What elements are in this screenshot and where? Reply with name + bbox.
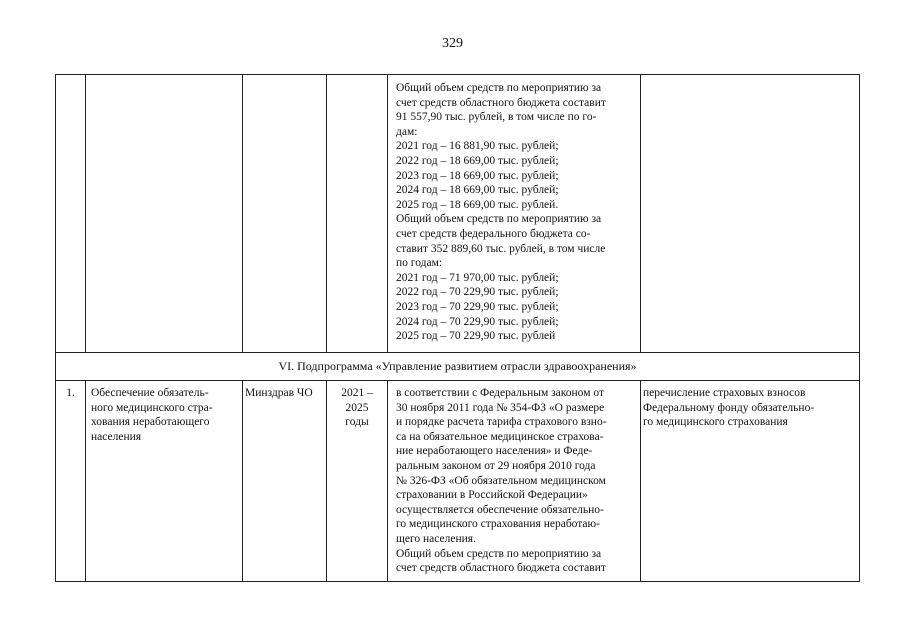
description-line: 2022 год – 70 229,90 тыс. рублей;	[396, 286, 559, 299]
description-line: счет средств областного бюджета составит	[396, 562, 606, 575]
section-heading: VI. Подпрограмма «Управление развитием отрасли здравоохранения»	[278, 359, 637, 373]
result-line: го медицинского страхования	[643, 416, 788, 429]
description-line: са на обязательное медицинское страхова-	[396, 430, 604, 443]
description-line: 30 ноября 2011 года № 354-ФЗ «О размере	[396, 401, 605, 414]
period	[327, 386, 387, 430]
page-number: 329	[442, 36, 463, 51]
description-line: 2021 год – 71 970,00 тыс. рублей;	[396, 271, 559, 284]
description-line: 2023 год – 70 229,90 тыс. рублей;	[396, 300, 559, 313]
expected-result	[643, 386, 855, 430]
period-line: 2021 –	[341, 387, 373, 399]
description-line: по годам:	[396, 257, 443, 270]
description-line: в соответствии с Федеральным законом от	[396, 387, 604, 399]
description-line: Общий объем средств по мероприятию за	[396, 547, 602, 560]
column-divider	[640, 380, 641, 581]
result-line: перечисление страховых взносов	[643, 387, 806, 399]
column-divider	[387, 380, 388, 581]
description-line: 2021 год – 16 881,90 тыс. рублей;	[396, 140, 559, 153]
event-line: населения	[91, 430, 142, 443]
row-divider	[56, 380, 859, 381]
result-line: Федеральному фонду обязательно-	[643, 401, 815, 414]
executor: Минздрав ЧО	[245, 387, 313, 399]
column-divider	[242, 380, 243, 581]
description-line: 2025 год – 70 229,90 тыс. рублей	[396, 330, 556, 343]
event-name	[91, 386, 241, 444]
description-line: ставит 352 889,60 тыс. рублей, в том числе	[396, 242, 606, 255]
description-line: го медицинского страхования неработаю-	[396, 518, 600, 531]
description-line: Общий объем средств по мероприятию за	[396, 213, 602, 226]
description-line: 2024 год – 18 669,00 тыс. рублей;	[396, 184, 559, 197]
description-line: щего населения.	[396, 532, 476, 545]
description-line: дам:	[396, 125, 418, 138]
description-line: № 326-ФЗ «Об обязательном медицинском	[396, 474, 606, 487]
column-divider	[640, 75, 641, 352]
description-line: Общий объем средств по мероприятию за	[396, 82, 602, 94]
event-line: Обеспечение обязатель-	[91, 387, 209, 399]
description-line: страховании в Российской Федерации»	[396, 489, 588, 502]
period-line: 2025	[345, 401, 369, 414]
top-row-description	[396, 81, 638, 344]
measures-table	[55, 74, 860, 582]
description-line: и порядке расчета тарифа страхового взно-	[396, 416, 607, 429]
column-divider	[387, 75, 388, 352]
column-divider	[85, 380, 86, 581]
column-divider	[326, 75, 327, 352]
period-line: годы	[345, 416, 369, 429]
description-line: 2022 год – 18 669,00 тыс. рублей;	[396, 154, 559, 167]
event-line: ного медицинского стра-	[91, 401, 213, 414]
description-line: 2023 год – 18 669,00 тыс. рублей;	[396, 169, 559, 182]
description-line: ние неработающего населения» и Феде-	[396, 445, 593, 458]
description-line: 2025 год – 18 669,00 тыс. рублей.	[396, 198, 559, 211]
description-line: осуществляется обеспечение обязательно-	[396, 503, 604, 516]
column-divider	[85, 75, 86, 352]
description-line: счет средств областного бюджета составит	[396, 96, 606, 109]
column-divider	[242, 75, 243, 352]
description-line: 91 557,90 тыс. рублей, в том числе по го-	[396, 111, 597, 124]
row-number: 1.	[66, 387, 75, 399]
event-line: хования неработающего	[91, 416, 210, 429]
row-description	[396, 386, 638, 576]
description-line: 2024 год – 70 229,90 тыс. рублей;	[396, 315, 559, 328]
description-line: счет средств федерального бюджета со-	[396, 227, 591, 240]
description-line: ральным законом от 29 ноября 2010 года	[396, 459, 596, 472]
row-divider	[56, 352, 859, 353]
